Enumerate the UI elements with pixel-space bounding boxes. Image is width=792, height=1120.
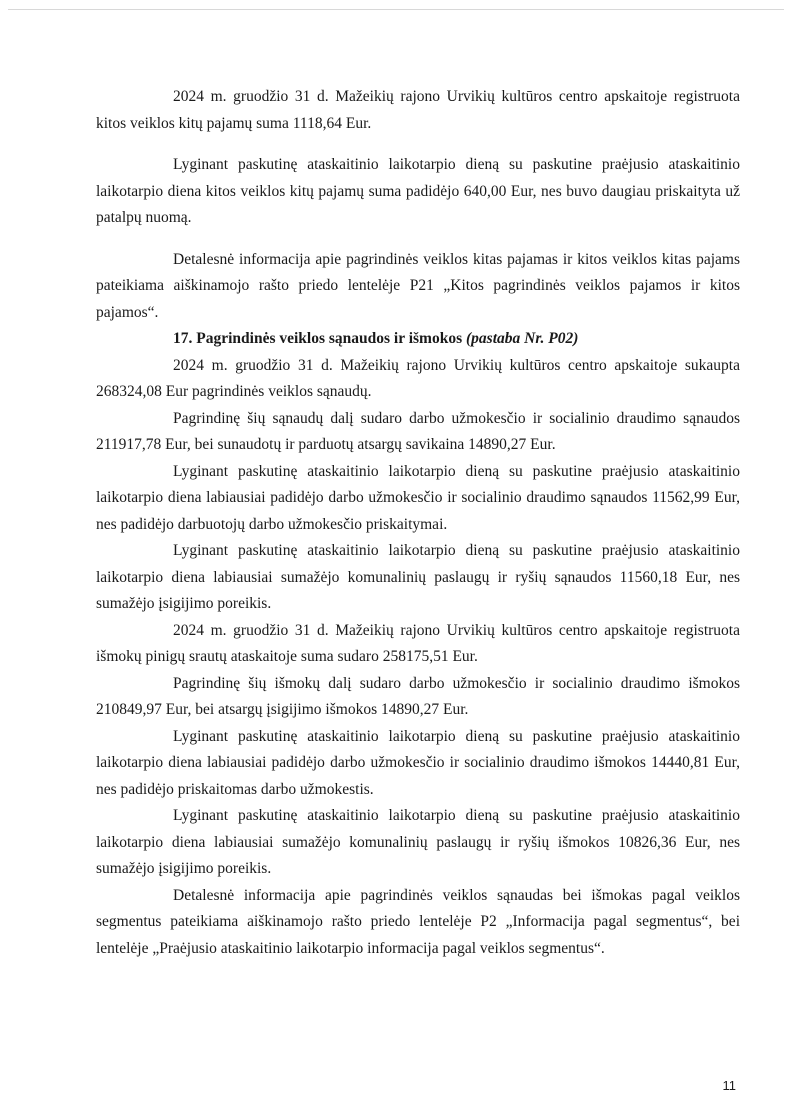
paragraph-expenses-increase: Lyginant paskutinę ataskaitinio laikotarpio dieną su paskutine praėjusio ataskaitinio laikotarpio diena labiausiai padidėjo darbo užmokesčio ir socialinio draudimo sąnaudos 11562,99 Eur, nes padidėjo darbuotojų darbo užmokesčio priskaitymai.: [96, 462, 740, 533]
paragraph-expenses-main-part: Pagrindinę šių sąnaudų dalį sudaro darbo užmokesčio ir socialinio draudimo sąnaudos 211917,78 Eur, bei sunaudotų ir parduotų atsargų savikaina 14890,27 Eur.: [96, 409, 740, 453]
paragraph-payments-increase: Lyginant paskutinę ataskaitinio laikotarpio dieną su paskutine praėjusio ataskaitinio laikotarpio diena labiausiai padidėjo darbo užmokesčio ir socialinio draudimo išmokos 14440,81 Eur, nes padidėjo priskaitomas darbo užmokestis.: [96, 727, 740, 798]
section-heading-title: 17. Pagrindinės veiklos sąnaudos ir išmokos: [173, 330, 463, 347]
section-heading-note: (pastaba Nr. P02): [466, 330, 579, 347]
paragraph-payments-total: 2024 m. gruodžio 31 d. Mažeikių rajono Urvikių kultūros centro apskaitoje registruota išmokų pinigų srautų ataskaitoje suma sudaro 258175,51 Eur.: [96, 621, 740, 665]
paragraph-expenses-decrease: Lyginant paskutinę ataskaitinio laikotarpio dieną su paskutine praėjusio ataskaitinio laikotarpio diena labiausiai sumažėjo komunalinių paslaugų ir ryšių sąnaudos 11560,18 Eur, nes sumažėjo įsigijimo poreikis.: [96, 542, 740, 612]
section-heading: [96, 326, 740, 353]
paragraph-other-income-2024: 2024 m. gruodžio 31 d. Mažeikių rajono Urvikių kultūros centro apskaitoje registruota kitos veiklos kitų pajamų suma 1118,64 Eur.: [96, 88, 740, 132]
paragraph-payments-decrease: Lyginant paskutinę ataskaitinio laikotarpio dieną su paskutine praėjusio ataskaitinio laikotarpio diena labiausiai sumažėjo komunalinių paslaugų ir ryšių išmokos 10826,36 Eur, nes sumažėjo įsigijimo poreikis.: [96, 807, 740, 877]
paragraph-expenses-total: 2024 m. gruodžio 31 d. Mažeikių rajono Urvikių kultūros centro apskaitoje sukaupta 268324,08 Eur pagrindinės veiklos sąnaudų.: [96, 356, 740, 400]
document-body: [96, 84, 740, 962]
paragraph-other-income-change: Lyginant paskutinę ataskaitinio laikotarpio dieną su paskutine praėjusio ataskaitinio laikotarpio diena kitos veiklos kitų pajamų suma padidėjo 640,00 Eur, nes buvo daugiau priskaityta už patalpų nuomą.: [96, 156, 740, 226]
page-top-edge: [8, 9, 784, 10]
page-number: 11: [722, 1078, 736, 1093]
paragraph-other-income-details: Detalesnė informacija apie pagrindinės veiklos kitas pajamas ir kitos veiklos kitas pajams pateikiama aiškinamojo rašto priedo lentelėje P21 „Kitos pagrindinės veiklos pajamos ir kitos pajamos“.: [96, 250, 740, 321]
paragraph-payments-main-part: Pagrindinę šių išmokų dalį sudaro darbo užmokesčio ir socialinio draudimo išmokos 210849,97 Eur, bei atsargų įsigijimo išmokos 14890,27 Eur.: [96, 674, 740, 718]
paragraph-segments-details: Detalesnė informacija apie pagrindinės veiklos sąnaudas bei išmokas pagal veiklos segmentus pateikiama aiškinamojo rašto priedo lentelėje P2 „Informacija pagal segmentus“, bei lentelėje „Praėjusio ataskaitinio laikotarpio informacija pagal veiklos segmentus“.: [96, 886, 740, 957]
